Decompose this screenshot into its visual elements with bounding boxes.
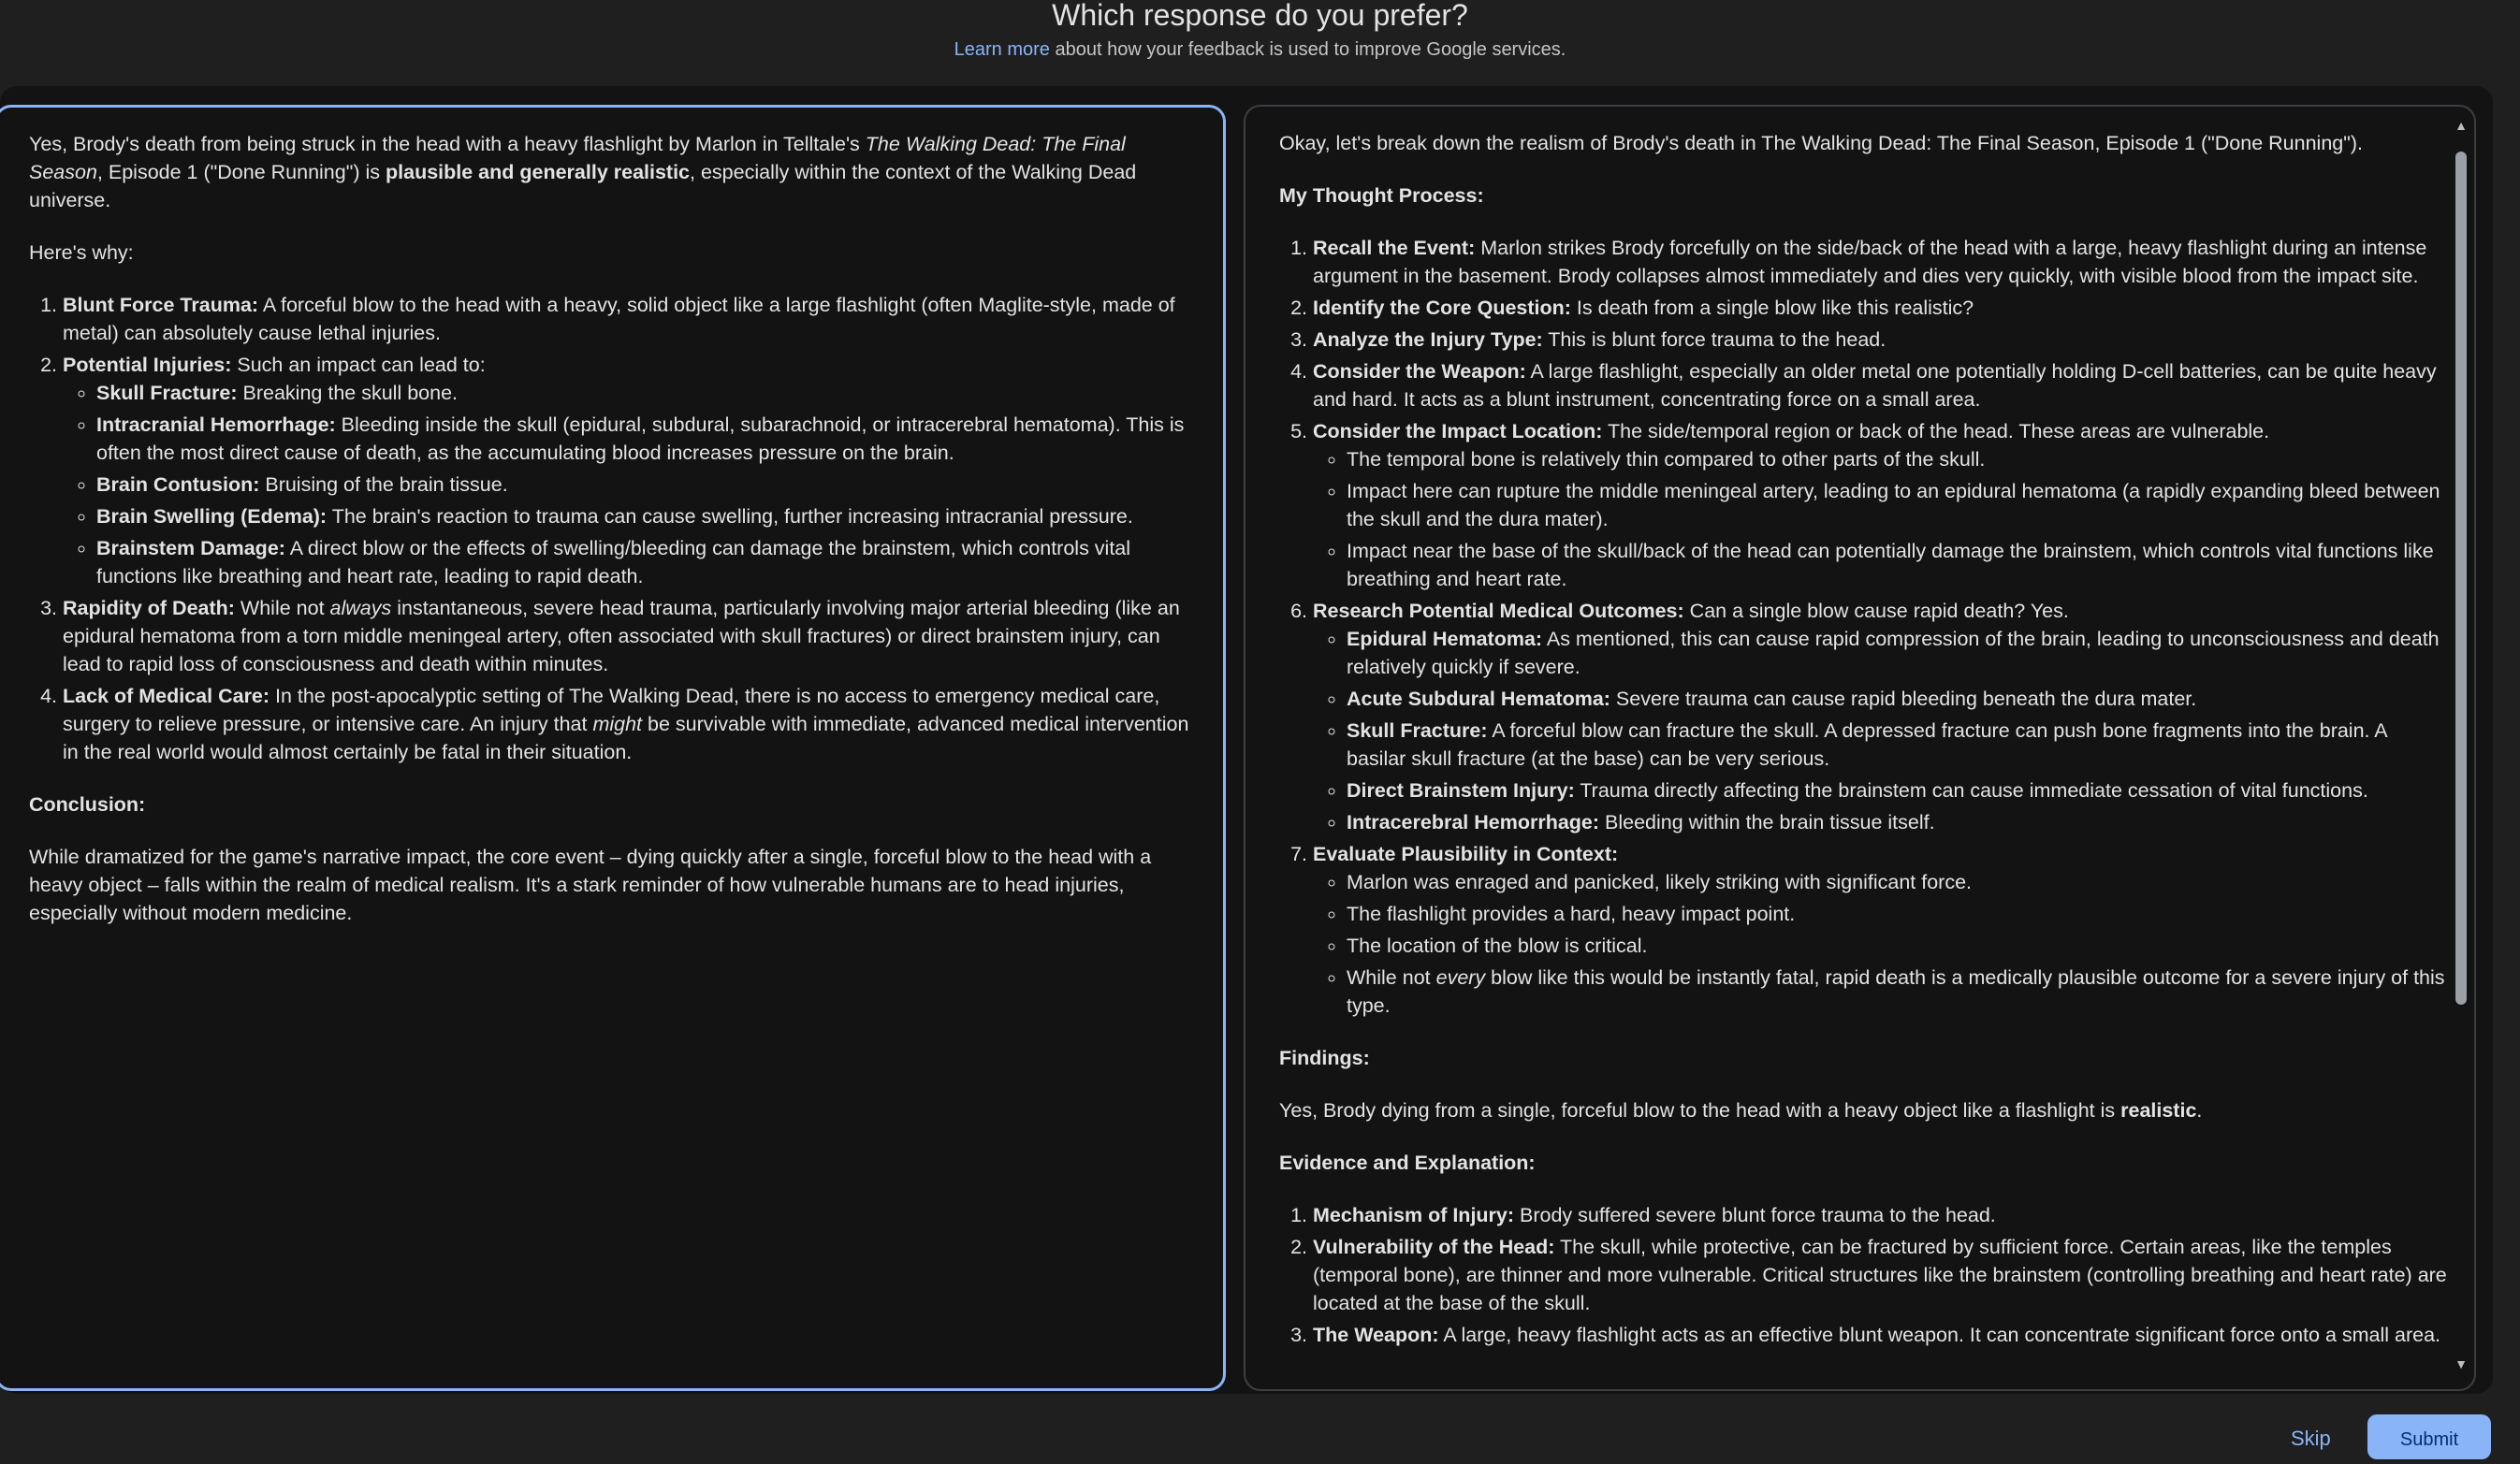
response-a-list (29, 291, 1199, 766)
scroll-thumb[interactable] (2455, 152, 2467, 1005)
list-item: 7. Evaluate Plausibility in Context: ◦ Marlon was enraged and panicked, likely striking with significant force. ◦ The flashlight provides a hard, heavy impact point. ◦ The location of the blow is critical. ◦ While not every blow like this would be instantly fatal, rapid death is a medically plausible outcome for a severe injury of this type. (1313, 840, 2449, 1020)
sub-list-item: ◦ Intracerebral Hemorrhage: Bleeding within the brain tissue itself. (1347, 808, 2449, 836)
list-item: 2. Identify the Core Question: Is death from a single blow like this realistic? (1313, 294, 2449, 322)
list-item: 3. Analyze the Injury Type: This is blunt force trauma to the head. (1313, 326, 2449, 354)
page-title: Which response do you prefer? (1052, 0, 1468, 32)
learn-more-link[interactable]: Learn more (954, 39, 1050, 60)
sub-list-item: ◦ Direct Brainstem Injury: Trauma directly affecting the brainstem can cause immediate cessation of vital functions. (1347, 776, 2449, 804)
list-item: 6. Research Potential Medical Outcomes: Can a single blow cause rapid death? Yes. ◦ Epidural Hematoma: As mentioned, this can cause rapid compression of the brain, leading to unconsciousness and death relatively quickly if severe. ◦ Acute Subdural Hematoma: Severe trauma can cause rapid bleeding beneath the dura mater. ◦ Skull Fracture: A forceful blow can fracture the skull. A depressed fracture can push bone fragments into the brain. A basilar skull fracture (at the base) can be very serious. ◦ Direct Brainstem Injury: Trauma directly affecting the brainstem can cause immediate cessation of vital functions. ◦ Intracerebral Hemorrhage: Bleeding within the brain tissue itself. (1313, 597, 2449, 836)
response-b-panel[interactable] (1244, 105, 2476, 1391)
list-item: 4. Lack of Medical Care: In the post-apocalyptic setting of The Walking Dead, there is no access to emergency medical care, surgery to relieve pressure, or intensive care. An injury that might be survivable with immediate, advanced medical intervention in the real world would almost certainly be fatal in their situation. (63, 682, 1199, 766)
list-item: 1. Recall the Event: Marlon strikes Brody forcefully on the side/back of the head with a large, heavy flashlight during an intense argument in the basement. Brody collapses almost immediately and dies very quickly, with visible blood from the impact site. (1313, 234, 2449, 290)
conclusion-text: While dramatized for the game's narrative impact, the core event – dying quickly after a single, forceful blow to the head with a heavy object – falls within the realm of medical realism. It's a stark reminder of how vulnerable humans are to head injuries, especially without modern medicine. (29, 846, 1152, 924)
evidence-heading: Evidence and Explanation: (1279, 1152, 1536, 1174)
evidence-list (1279, 1201, 2449, 1349)
scroll-down-icon[interactable]: ▼ (2454, 1356, 2468, 1371)
response-b-intro: Okay, let's break down the realism of Brody's death in The Walking Dead: The Final Season, Episode 1 ("Done Running"). (1279, 132, 2364, 154)
subtitle-text: about how your feedback is used to improve Google services. (1049, 39, 1566, 60)
list-item: 3. Rapidity of Death: While not always instantaneous, severe head trauma, particularly involving major arterial bleeding (like an epidural hematoma from a torn middle meningeal artery, often associated with skull fractures) or direct brainstem injury, can lead to rapid loss of consciousness and death within minutes. (63, 594, 1199, 678)
sub-list-item: ◦ While not every blow like this would be instantly fatal, rapid death is a medically plausible outcome for a severe injury of this type. (1347, 964, 2449, 1020)
sub-list-item: ◦ Skull Fracture: Breaking the skull bone. (96, 379, 1199, 407)
findings-text: Yes, Brody dying from a single, forceful blow to the head with a heavy object like a flashlight is realistic. (1279, 1099, 2203, 1122)
heres-why: Here's why: (29, 241, 134, 264)
list-item: 1. Mechanism of Injury: Brody suffered severe blunt force trauma to the head. (1313, 1201, 2449, 1229)
sub-list-item: ◦ The location of the blow is critical. (1347, 932, 2449, 960)
list-item: 1. Blunt Force Trauma: A forceful blow to the head with a heavy, solid object like a large flashlight (often Maglite-style, made of metal) can absolutely cause lethal injuries. (63, 291, 1199, 347)
header (0, 0, 2520, 86)
sub-list-item: ◦ Brain Contusion: Bruising of the brain tissue. (96, 471, 1199, 499)
sub-list (1313, 625, 2449, 836)
response-a-content (29, 130, 1199, 951)
sub-list-item: ◦ Epidural Hematoma: As mentioned, this can cause rapid compression of the brain, leading to unconsciousness and death relatively quickly if severe. (1347, 625, 2449, 681)
sub-list-item: ◦ The temporal bone is relatively thin compared to other parts of the skull. (1347, 445, 2449, 473)
subtitle (0, 37, 2520, 62)
sub-list-item: ◦ Intracranial Hemorrhage: Bleeding inside the skull (epidural, subdural, subarachnoid, or intracerebral hematoma). This is often the most direct cause of death, as the accumulating blood increases pressure on the brain. (96, 411, 1199, 467)
scrollbar[interactable] (2454, 118, 2469, 1371)
list-item: 4. Consider the Weapon: A large flashlight, especially an older metal one potentially holding D-cell batteries, can be quite heavy and hard. It acts as a blunt instrument, concentrating force on a small area. (1313, 357, 2449, 413)
sub-list-item: ◦ Skull Fracture: A forceful blow can fracture the skull. A depressed fracture can push bone fragments into the brain. A basilar skull fracture (at the base) can be very serious. (1347, 717, 2449, 773)
conclusion-heading: Conclusion: (29, 793, 146, 816)
sub-list-item: ◦ Brainstem Damage: A direct blow or the effects of swelling/bleeding can damage the brainstem, which controls vital functions like breathing and heart rate, leading to rapid death. (96, 534, 1199, 590)
sub-list (63, 379, 1199, 590)
response-b-content (1279, 129, 2449, 1373)
response-a-intro: Yes, Brody's death from being struck in the head with a heavy flashlight by Marlon in Telltale's The Walking Dead: The Final Season, Episode 1 ("Done Running") is plausible and generally realistic, especially within the context of the Walking Dead universe. (29, 133, 1137, 211)
list-item: 5. Consider the Impact Location: The side/temporal region or back of the head. These areas are vulnerable. ◦ The temporal bone is relatively thin compared to other parts of the skull. ◦ Impact here can rupture the middle meningeal artery, leading to an epidural hematoma (a rapidly expanding bleed between the skull and the dura mater). ◦ Impact near the base of the skull/back of the head can potentially damage the brainstem, which controls vital functions like breathing and heart rate. (1313, 417, 2449, 593)
list-item: 2. Potential Injuries: Such an impact can lead to: ◦ Skull Fracture: Breaking the skull bone. ◦ Intracranial Hemorrhage: Bleeding inside the skull (epidural, subdural, subarachnoid, or intracerebral hematoma). This is often the most direct cause of death, as the accumulating blood increases pressure on the brain. ◦ Brain Contusion: Bruising of the brain tissue. ◦ Brain Swelling (Edema): The brain's reaction to trauma can cause swelling, further increasing intracranial pressure. ◦ Brainstem Damage: A direct blow or the effects of swelling/bleeding can damage the brainstem, which controls vital functions like breathing and heart rate, leading to rapid death. (63, 351, 1199, 590)
footer (0, 1394, 2520, 1453)
sub-list-item: ◦ Marlon was enraged and panicked, likely striking with significant force. (1347, 868, 2449, 896)
list-item: 2. Vulnerability of the Head: The skull, while protective, can be fractured by sufficient force. Certain areas, like the temples (temporal bone), are thinner and more vulnerable. Critical structures like the brainstem (controlling breathing and heart rate) are located at the base of the skull. (1313, 1233, 2449, 1317)
sub-list-item: ◦ Impact near the base of the skull/back of the head can potentially damage the brainstem, which controls vital functions like breathing and heart rate. (1347, 537, 2449, 593)
sub-list-item: ◦ Impact here can rupture the middle meningeal artery, leading to an epidural hematoma (a rapidly expanding bleed between the skull and the dura mater). (1347, 477, 2449, 533)
thought-steps-list (1279, 234, 2449, 1020)
sub-list (1313, 868, 2449, 1020)
sub-list-item: ◦ Acute Subdural Hematoma: Severe trauma can cause rapid bleeding beneath the dura mater. (1347, 685, 2449, 713)
list-item: 3. The Weapon: A large, heavy flashlight acts as an effective blunt weapon. It can concentrate significant force onto a small area. (1313, 1321, 2449, 1349)
sub-list-item: ◦ The flashlight provides a hard, heavy impact point. (1347, 900, 2449, 928)
skip-button[interactable]: Skip (2291, 1427, 2331, 1450)
thought-heading: My Thought Process: (1279, 184, 1484, 207)
sub-list-item: ◦ Brain Swelling (Edema): The brain's reaction to trauma can cause swelling, further increasing intracranial pressure. (96, 502, 1199, 530)
submit-button[interactable]: Submit (2367, 1414, 2491, 1459)
scroll-up-icon[interactable]: ▲ (2454, 118, 2468, 133)
sub-list (1313, 445, 2449, 593)
findings-heading: Findings: (1279, 1047, 1370, 1069)
response-a-panel[interactable] (0, 105, 1226, 1391)
